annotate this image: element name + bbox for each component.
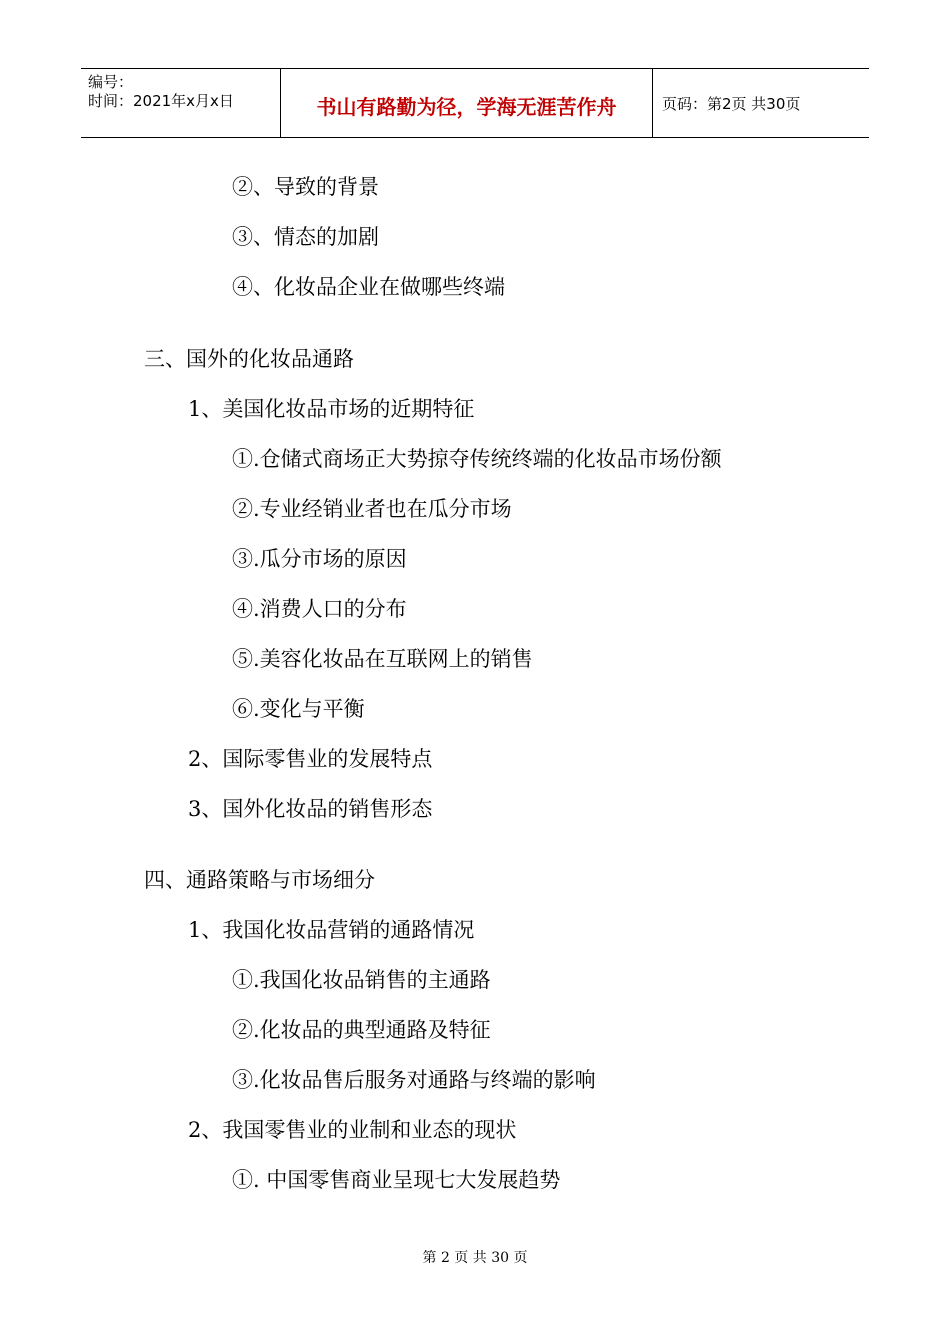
subsection-heading: 2、我国零售业的业制和业态的现状 [188,1118,517,1142]
outline-item: ③、情态的加剧 [232,225,379,249]
outline-item: ⑤.美容化妆品在互联网上的销售 [232,647,533,671]
outline-item: ③.化妆品售后服务对通路与终端的影响 [232,1068,596,1092]
header-page-info: 页码：第2页 共30页 [662,94,801,113]
outline-item: ⑥.变化与平衡 [232,697,365,721]
time-label: 时间：2021年x月x日 [88,92,234,110]
outline-item: ①. 中国零售商业呈现七大发展趋势 [232,1168,561,1192]
subsection-heading: 1、我国化妆品营销的通路情况 [188,918,475,942]
subsection-heading: 3、国外化妆品的销售形态 [188,797,433,821]
page-header [81,68,869,138]
section-heading: 四、通路策略与市场细分 [144,868,375,892]
outline-item: ②、导致的背景 [232,175,379,199]
outline-item: ③.瓜分市场的原因 [232,547,407,571]
section-heading: 三、国外的化妆品通路 [144,347,354,371]
subsection-heading: 1、美国化妆品市场的近期特征 [188,397,475,421]
subsection-heading: 2、国际零售业的发展特点 [188,747,433,771]
outline-item: ①.我国化妆品销售的主通路 [232,968,491,992]
outline-item: ②.专业经销业者也在瓜分市场 [232,497,512,521]
number-label: 编号： [88,73,134,91]
page-footer: 第 2 页 共 30 页 [422,1250,528,1266]
outline-item: ②.化妆品的典型通路及特征 [232,1018,491,1042]
outline-item: ④.消费人口的分布 [232,597,407,621]
header-meta [81,69,281,137]
header-motto: 书山有路勤为径，学海无涯苦作舟 [281,69,653,137]
outline-item: ①.仓储式商场正大势掠夺传统终端的化妆品市场份额 [232,447,722,471]
outline-item: ④、化妆品企业在做哪些终端 [232,275,505,299]
